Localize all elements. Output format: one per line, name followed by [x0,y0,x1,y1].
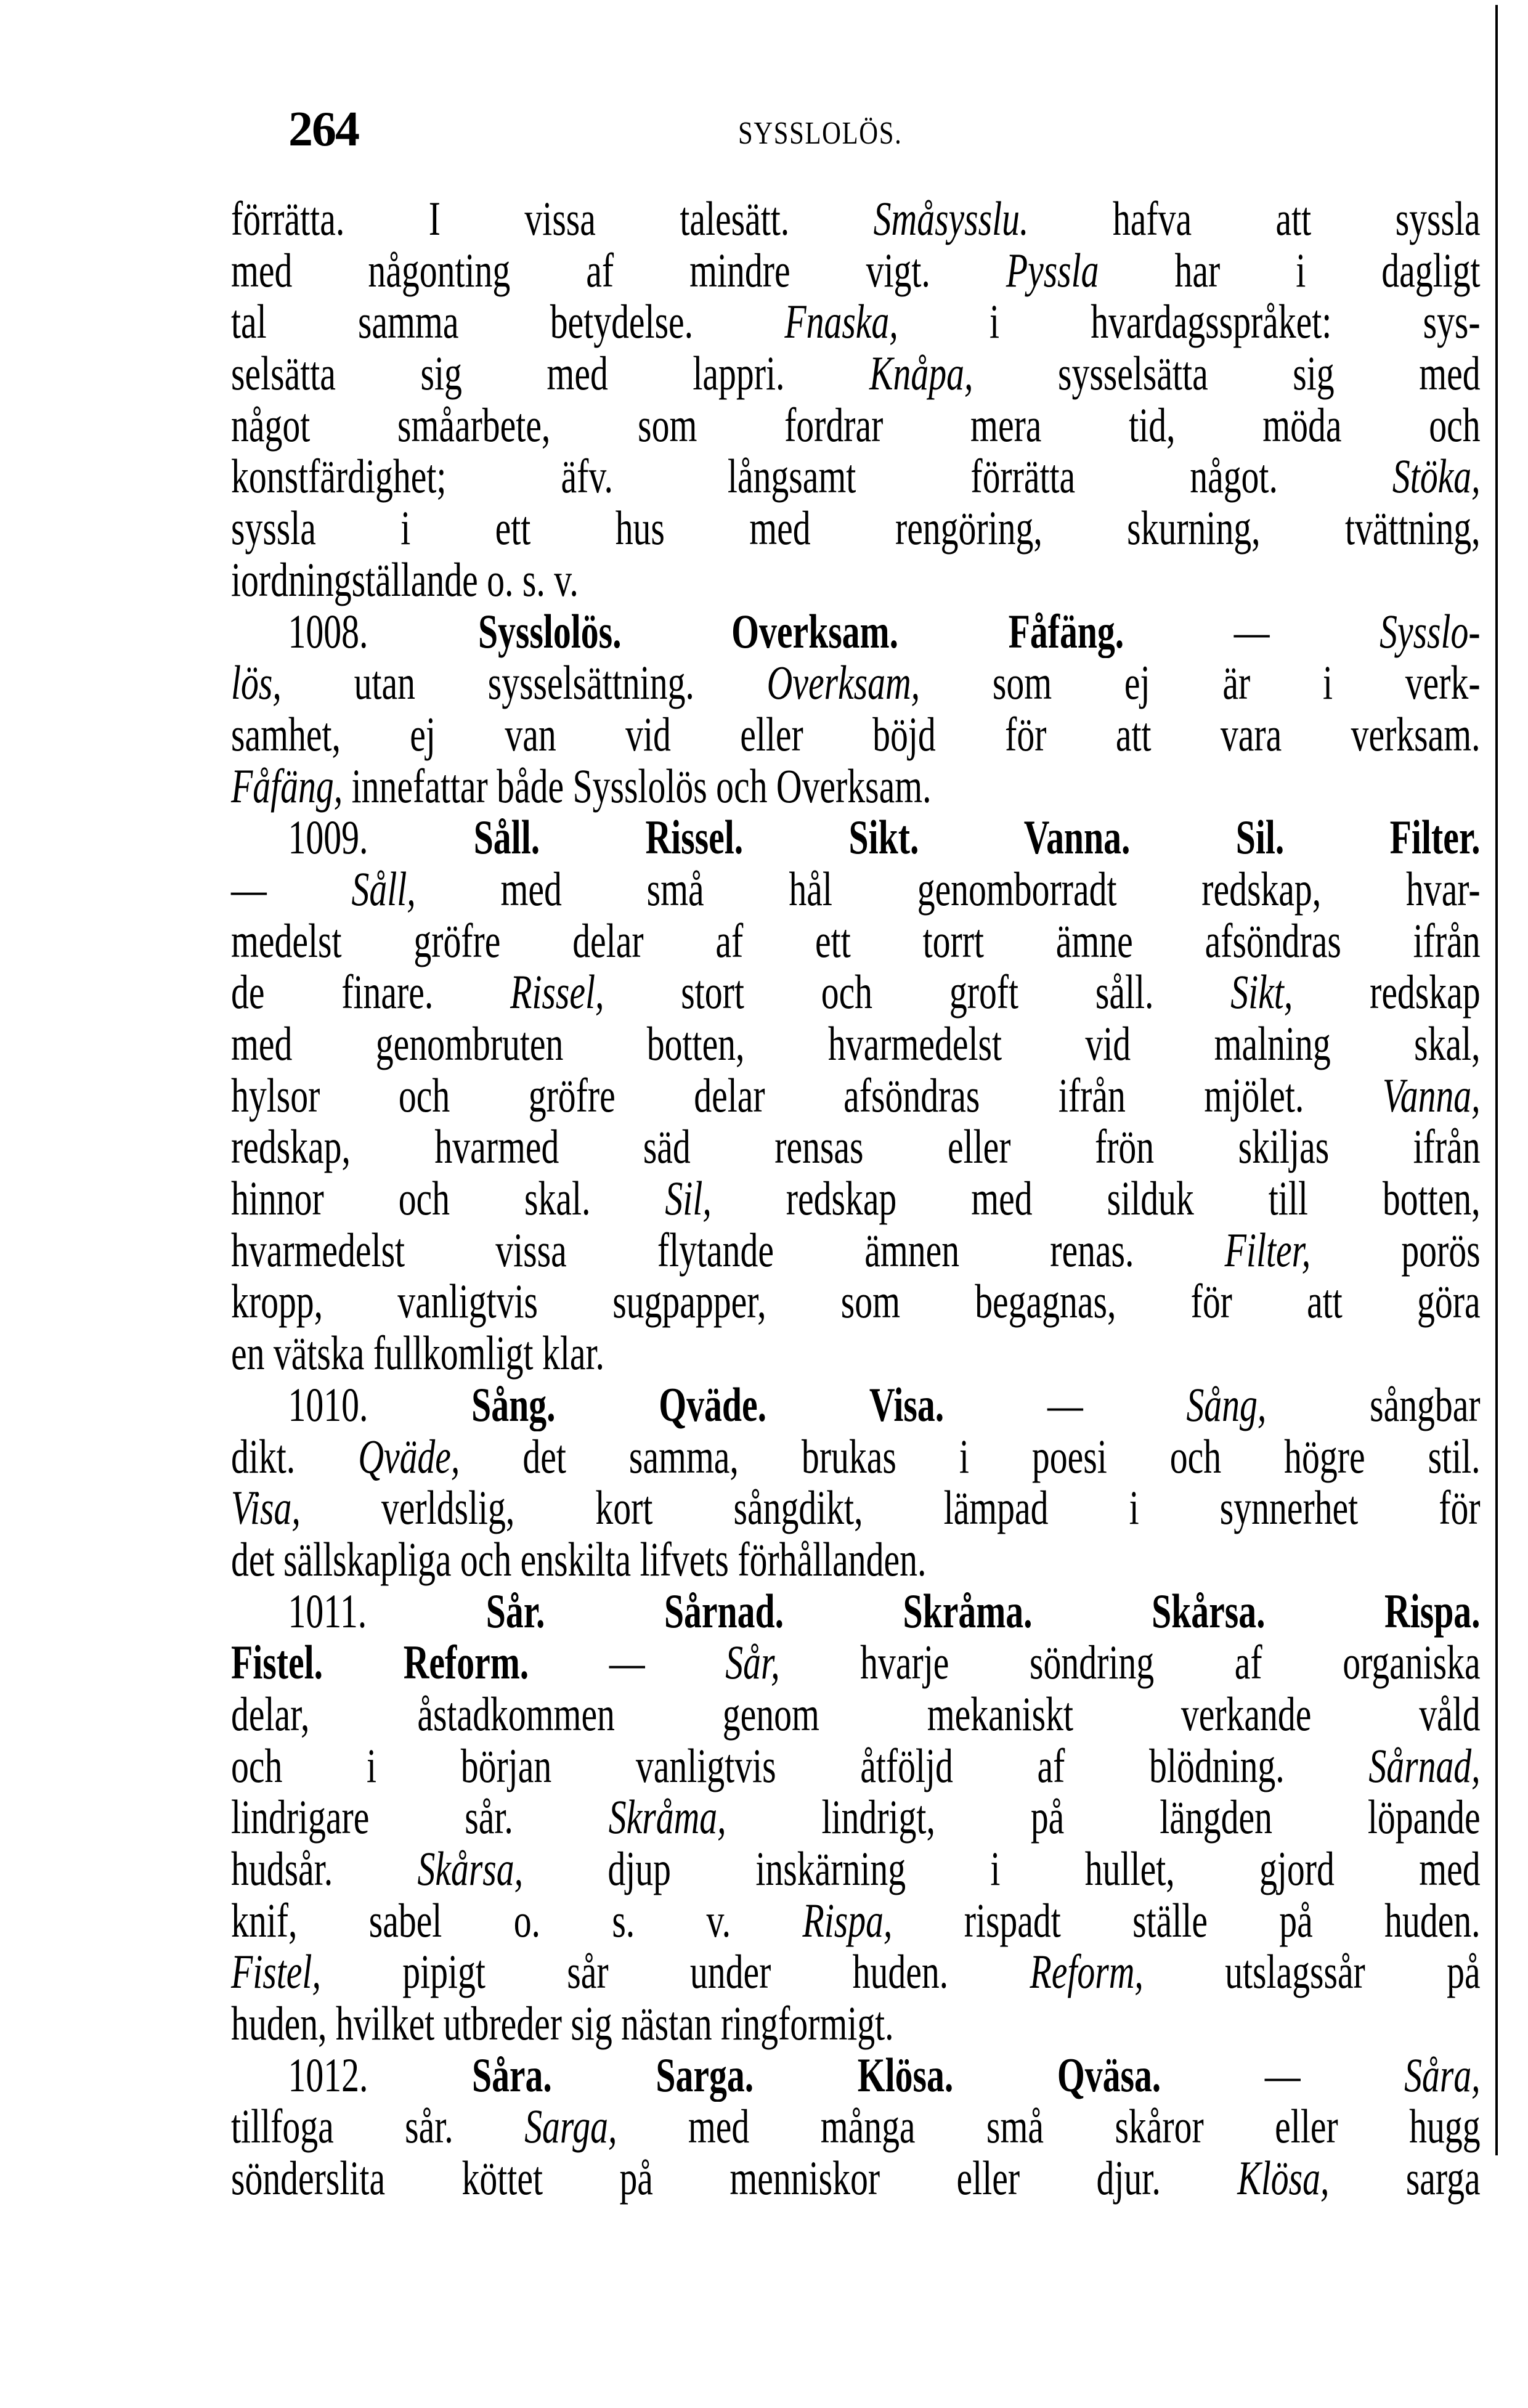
text-line [231,1173,1494,1224]
text-run: pipigt sår under huden. [320,1945,1030,1999]
text-line [231,1843,1494,1895]
italic-term: Sång, [1186,1377,1267,1431]
text-run: iordningställande o. s. v. [231,552,579,606]
text-run: lindrigt, på längden löpande [726,1790,1481,1844]
entry-heading-line [231,811,1494,863]
italic-term: Overksam, [766,656,920,710]
text-run: hylsor och gröfre delar afsöndras ifrån mjölet. [231,1068,1383,1122]
text-run: utan sysselsättning. [281,656,767,710]
italic-term: Knåpa, [869,346,973,401]
text-line [231,193,1494,245]
text-line [231,1482,1494,1534]
text-line [231,450,1494,502]
text-line [231,863,1494,915]
line-content [231,193,1481,245]
page-number: 264 [288,102,359,157]
text-run: 1012. [288,2048,472,2102]
text-line [231,1431,1494,1483]
text-run: sångbar [1266,1377,1481,1431]
text-line [231,296,1494,348]
text-line [231,2101,1494,2152]
entry-heading-line [231,606,1494,657]
text-run: 1008. [288,604,478,658]
text-run: 1011. [288,1584,486,1638]
bold-headword: Fistel. Reform. [231,1635,529,1690]
line-content [231,1637,1481,1688]
text-run: har i dagligt [1099,243,1481,297]
text-run: innefattar både Sysslolös och Overksam. [343,759,932,813]
line-content [231,915,1481,967]
entry-heading-line [231,1585,1494,1637]
text-run: knif, sabel o. s. v. [231,1893,803,1947]
line-content [231,2101,1481,2152]
italic-term: Pyssla [1006,243,1099,297]
text-run: huden, hvilket utbreder sig nästan ringformigt. [231,1996,894,2051]
text-run: hafva att syssla [1028,192,1481,245]
line-content [231,1843,1481,1895]
text-run: hudsår. [231,1842,418,1895]
line-content [231,502,1481,554]
text-run: 1010. [288,1377,472,1431]
italic-term: lös, [231,656,282,710]
text-run: redskap med silduk till botten, [711,1171,1481,1226]
italic-term: Fistel, [231,1945,321,1999]
text-run: — [944,1377,1187,1431]
bold-headword: Såra. Sarga. Klösa. Qväsa. [471,2048,1161,2102]
line-content [231,1070,1481,1121]
text-line [231,709,1494,760]
line-content [231,709,1481,760]
line-content [231,1895,1481,1946]
text-line [231,1895,1494,1946]
line-content [231,554,579,606]
text-run: — [1124,604,1380,658]
text-line [231,554,1494,606]
line-content [231,1173,1481,1224]
italic-term: Såll, [351,861,416,916]
italic-term: Klösa, [1237,2151,1330,2205]
text-run: 1009. [288,810,474,864]
line-content [231,1740,1481,1792]
line-content [231,1327,604,1379]
text-line [231,2152,1494,2204]
text-run: med många små skåror eller hugg [617,2099,1481,2154]
line-content [231,863,1481,915]
line-content [231,1431,1481,1483]
bold-headword: Såll. Rissel. Sikt. Vanna. Sil. Filter. [473,810,1481,864]
text-line [231,1224,1494,1276]
text-line [231,1791,1494,1843]
italic-term: Rissel, [510,965,604,1019]
line-content [231,1018,1481,1070]
line-content [231,657,1481,709]
text-run: något småarbete, som fordrar mera tid, möda och [231,397,1481,452]
text-line [231,657,1494,709]
text-line [231,1070,1494,1121]
text-run: och i början vanligtvis åtföljd af blödning. [231,1738,1369,1792]
line-content [231,1998,894,2049]
italic-term: Sårnad, [1368,1738,1481,1792]
line-content [231,1534,926,1585]
text-line [231,348,1494,399]
text-line [231,915,1494,967]
text-run: utslagssår på [1143,1945,1481,1999]
italic-term: Sår, [725,1635,780,1690]
entry-heading-line [231,1379,1494,1431]
italic-term: Stöka, [1392,449,1481,503]
italic-term: Sysslo- [1380,604,1481,658]
italic-term: Sil, [665,1171,712,1226]
line-content [231,1379,1481,1431]
running-head: SYSSLOLÖS. [738,116,903,151]
text-line [231,1998,1494,2049]
text-run: som ej är i verk- [920,656,1481,710]
text-run: redskap, hvarmed säd rensas eller frön skiljas ifrån [231,1120,1481,1174]
italic-term: Såra, [1404,2048,1481,2102]
text-line [231,760,1494,812]
italic-term: Sikt, [1230,965,1293,1019]
text-run: i hvardagsspråket: sys- [898,295,1481,349]
italic-term: Qväde, [358,1429,460,1483]
text-run: hvarje söndring af organiska [779,1635,1481,1690]
text-run: sarga [1329,2151,1481,2205]
text-run: — [1161,2048,1405,2102]
text-run: selsätta sig med lappri. [231,346,870,401]
text-run: dikt. [231,1429,359,1483]
entry-heading-line [231,2049,1494,2101]
text-run: tal samma betydelse. [231,295,785,349]
italic-term: Skråma, [608,1790,726,1844]
text-run: med små hål genomborradt redskap, hvar- [415,861,1481,916]
text-run: stort och groft såll. [604,965,1231,1019]
text-line [231,1637,1494,1688]
text-run: de finare. [231,965,511,1019]
text-line [231,1275,1494,1327]
text-line [231,1327,1494,1379]
line-content [231,1585,1481,1637]
text-run: med någonting af mindre vigt. [231,243,1006,297]
text-run: redskap [1293,965,1481,1019]
page-edge-line [1495,5,1498,2155]
bold-headword: Sång. Qväde. Visa. [471,1377,945,1431]
text-run: djup inskärning i hullet, gjord med [523,1842,1481,1895]
line-content [231,1224,1481,1276]
line-content [231,606,1481,657]
italic-term: Småsysslu. [873,192,1029,245]
text-line [231,1740,1494,1792]
text-run: — [231,861,352,916]
italic-term: Visa, [231,1481,301,1535]
text-run: det samma, brukas i poesi och högre stil. [460,1429,1481,1483]
italic-term: Filter, [1224,1222,1311,1277]
page-header [0,102,1528,157]
line-content [231,811,1481,863]
italic-term: Reform, [1030,1945,1144,1999]
line-content [231,399,1481,451]
text-run: hvarmedelst vissa flytande ämnen renas. [231,1222,1225,1277]
text-run: delar, åstadkommen genom mekaniskt verkande våld [231,1686,1481,1741]
text-run: verldslig, kort sångdikt, lämpad i synnerhet för [300,1481,1481,1535]
line-content [231,966,1481,1018]
text-run: hinnor och skal. [231,1171,665,1226]
text-line [231,1018,1494,1070]
text-run: med genombruten botten, hvarmedelst vid malning skal, [231,1017,1481,1070]
italic-term: Rispa, [802,1893,893,1947]
line-content [231,1275,1481,1327]
text-run: kropp, vanligtvis sugpapper, som begagnas, för att göra [231,1274,1481,1328]
text-run: tillfoga sår. [231,2099,525,2154]
text-run: medelst gröfre delar af ett torrt ämne afsöndras ifrån [231,913,1481,967]
italic-term: Fnaska, [784,295,898,349]
italic-term: Fåfäng, [231,759,343,813]
text-line [231,1946,1494,1998]
text-line [231,245,1494,296]
text-run: sysselsätta sig med [973,346,1481,401]
line-content [231,2049,1481,2101]
text-line [231,502,1494,554]
text-line [231,1534,1494,1585]
line-content [231,1688,1481,1740]
line-content [231,348,1481,399]
text-run: porös [1311,1222,1481,1277]
bold-headword: Sår. Sårnad. Skråma. Skårsa. Rispa. [486,1584,1481,1638]
text-run: det sällskapliga och enskilta lifvets förhållanden. [231,1532,927,1586]
italic-term: Vanna, [1382,1068,1481,1122]
text-run: sönderslita köttet på menniskor eller djur. [231,2151,1238,2205]
text-run: rispadt ställe på huden. [892,1893,1481,1947]
text-line [231,1688,1494,1740]
line-content [231,2152,1481,2204]
text-run: lindrigare sår. [231,1790,609,1844]
text-line [231,399,1494,451]
line-content [231,1121,1481,1173]
italic-term: Skårsa, [417,1842,524,1895]
body-text [231,193,1494,2204]
text-run: en vätska fullkomligt klar. [231,1326,604,1380]
text-run: konstfärdighet; äfv. långsamt förrätta något. [231,449,1392,503]
bold-headword: Sysslolös. Overksam. Fåfäng. [478,604,1124,658]
text-run: syssla i ett hus med rengöring, skurning, tvättning, [231,501,1481,555]
line-content [231,1791,1481,1843]
text-run: samhet, ej van vid eller böjd för att vara verksam. [231,707,1481,761]
line-content [231,245,1481,296]
italic-term: Sarga, [524,2099,617,2154]
line-content [231,1482,1481,1534]
text-run: förrätta. I vissa talesätt. [231,192,874,245]
line-content [231,1946,1481,1998]
line-content [231,296,1481,348]
line-content [231,760,932,812]
text-line [231,1121,1494,1173]
line-content [231,450,1481,502]
text-run: — [529,1635,726,1690]
text-line [231,966,1494,1018]
